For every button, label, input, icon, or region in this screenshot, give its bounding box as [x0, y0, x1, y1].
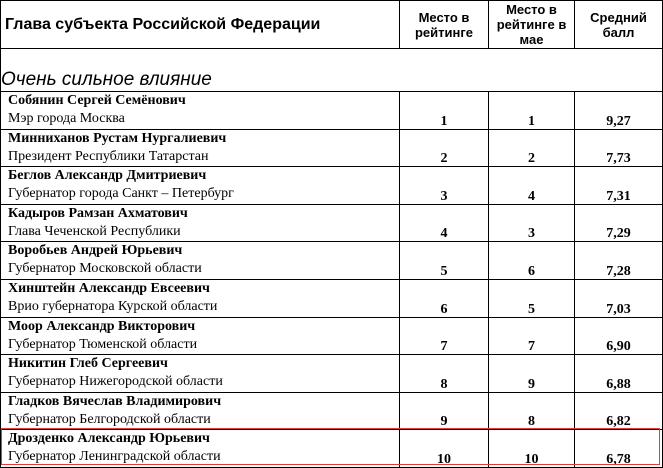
- section-row: [1, 49, 663, 92]
- rank-may-cell: 8: [489, 392, 575, 430]
- rank-may-cell: 4: [489, 167, 575, 205]
- person-position: Губернатор Белгородской области: [8, 411, 211, 427]
- table-row: [1, 129, 663, 167]
- rank-cell: 10: [400, 430, 489, 468]
- person-position: Мэр города Москва: [8, 111, 125, 126]
- person-cell: [1, 279, 400, 317]
- rank-may-cell: 2: [489, 129, 575, 167]
- score-cell: 6,78: [575, 430, 663, 468]
- person-cell: [1, 92, 400, 130]
- person-cell: [1, 242, 400, 280]
- person-position: Губернатор Тюменской области: [8, 336, 198, 352]
- table-header-row: [1, 1, 663, 49]
- table-row: [1, 279, 663, 317]
- person-name: Воробьев Андрей Юрьевич: [8, 243, 183, 259]
- person-position: Глава Чеченской Республики: [8, 223, 181, 239]
- table-row: [1, 204, 663, 242]
- person-name: Гладков Вячеслав Владимирович: [8, 393, 222, 409]
- rank-cell: 7: [400, 317, 489, 355]
- score-cell: 6,82: [575, 392, 663, 430]
- section-title: Очень сильное влияние: [1, 49, 663, 92]
- table-row: [1, 92, 663, 130]
- score-cell: 6,90: [575, 317, 663, 355]
- person-position: Губернатор города Санкт – Петербург: [8, 186, 234, 202]
- header-score: Средний балл: [575, 1, 663, 49]
- person-cell: [1, 204, 400, 242]
- person-name: Собянин Сергей Семёнович: [8, 93, 186, 108]
- rank-cell: 8: [400, 355, 489, 393]
- score-cell: 7,73: [575, 129, 663, 167]
- score-cell: 7,28: [575, 242, 663, 280]
- header-rank: Место в рейтинге: [400, 1, 489, 49]
- person-position: Губернатор Московской области: [8, 261, 202, 277]
- person-cell: [1, 355, 400, 393]
- rank-may-cell: 7: [489, 317, 575, 355]
- rank-cell: 4: [400, 204, 489, 242]
- person-position: Губернатор Нижегородской области: [8, 374, 223, 390]
- table-row: [1, 167, 663, 205]
- person-name: Минниханов Рустам Нургалиевич: [8, 130, 227, 146]
- person-name: Дрозденко Александр Юрьевич: [8, 431, 210, 447]
- table-row: [1, 317, 663, 355]
- header-name: Глава субъекта Российской Федерации: [1, 1, 400, 49]
- person-name: Хинштейн Александр Евсеевич: [8, 280, 210, 296]
- person-position: Врио губернатора Курской области: [8, 298, 218, 314]
- rank-cell: 2: [400, 129, 489, 167]
- table-row: [1, 430, 663, 468]
- table-row: [1, 242, 663, 280]
- person-cell: [1, 129, 400, 167]
- header-rank-may: Место в рейтинге в мае: [489, 1, 575, 49]
- rank-cell: 3: [400, 167, 489, 205]
- person-cell: [1, 167, 400, 205]
- rank-may-cell: 3: [489, 204, 575, 242]
- table-row: [1, 355, 663, 393]
- rank-cell: 1: [400, 92, 489, 130]
- rank-cell: 5: [400, 242, 489, 280]
- rank-may-cell: 10: [489, 430, 575, 468]
- table-body: [1, 49, 663, 468]
- score-cell: 7,03: [575, 279, 663, 317]
- rank-may-cell: 6: [489, 242, 575, 280]
- person-name: Моор Александр Викторович: [8, 318, 196, 334]
- table-row: [1, 392, 663, 430]
- rank-cell: 9: [400, 392, 489, 430]
- person-position: Губернатор Ленинградской области: [8, 449, 221, 465]
- score-cell: 7,31: [575, 167, 663, 205]
- person-cell: [1, 317, 400, 355]
- person-cell: [1, 430, 400, 468]
- person-name: Кадыров Рамзан Ахматович: [8, 205, 188, 221]
- person-cell: [1, 392, 400, 430]
- rank-may-cell: 5: [489, 279, 575, 317]
- score-cell: 6,88: [575, 355, 663, 393]
- score-cell: 7,29: [575, 204, 663, 242]
- person-position: Президент Республики Татарстан: [8, 148, 209, 164]
- rank-may-cell: 1: [489, 92, 575, 130]
- person-name: Никитин Глеб Сергеевич: [8, 356, 168, 372]
- rank-cell: 6: [400, 279, 489, 317]
- score-cell: 9,27: [575, 92, 663, 130]
- person-name: Беглов Александр Дмитриевич: [8, 168, 207, 184]
- rank-may-cell: 9: [489, 355, 575, 393]
